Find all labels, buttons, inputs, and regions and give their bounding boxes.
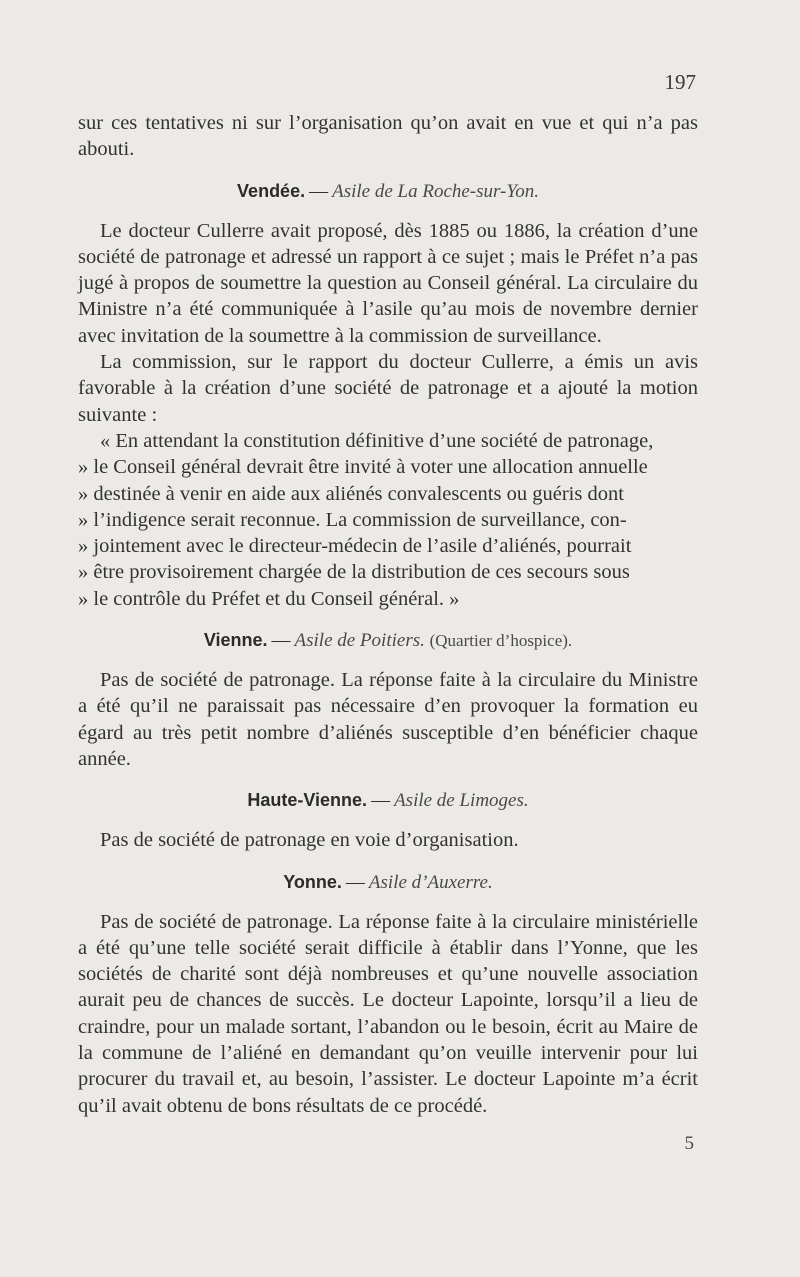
paragraph-continuation: sur ces tentatives ni sur l’organisation qu’on avait en vue et qui n’a pas abouti. [78, 112, 698, 161]
paragraph: Pas de société de patronage. La réponse faite à la circulaire du Ministre a été qu’il ne paraissait pas nécessaire d’en provoquer la formation eu égard au très petit nombre d’aliénés susceptible d’en bénéficier chaque année. [78, 669, 698, 770]
quoted-motion [78, 428, 698, 612]
body-text [78, 110, 698, 1119]
asylum-note: (Quartier d’hospice). [429, 631, 573, 651]
quote-line: » l’indigence serait reconnue. La commission de surveillance, con- [78, 508, 627, 531]
paragraph: Pas de société de patronage en voie d’organisation. [100, 829, 519, 852]
heading-dash: — [271, 630, 291, 652]
asylum-name: Asile de La Roche-sur-Yon. [332, 180, 539, 202]
department-name: Vendée. [237, 180, 306, 201]
section-heading-vendee [78, 179, 698, 204]
quote-line: » le Conseil général devrait être invité à voter une allocation annuelle [78, 456, 648, 479]
asylum-name: Asile de Poitiers. [294, 630, 425, 652]
asylum-name: Asile d’Auxerre. [368, 871, 493, 893]
quote-line: » jointement avec le directeur-médecin de l’asile d’aliénés, pourrait [78, 535, 632, 558]
department-name: Haute-Vienne. [247, 790, 368, 811]
section-heading-vienne [78, 628, 698, 653]
section-heading-haute-vienne [78, 788, 698, 813]
department-name: Vienne. [203, 630, 268, 651]
department-name: Yonne. [283, 871, 342, 892]
quote-line: » destinée à venir en aide aux aliénés convalescents ou guéris dont [78, 482, 624, 505]
section-heading-yonne [78, 870, 698, 895]
quote-line: » le contrôle du Préfet et du Conseil général. » [78, 587, 460, 610]
paragraph: Pas de société de patronage. La réponse faite à la circulaire ministérielle a été qu’une telle société serait difficile à établir dans l’Yonne, que les sociétés de charité sont déjà nombreuses et qu’une nouvelle association aurait peu de chances de succès. Le docteur Lapointe, lorsqu’il a lieu de craindre, pour un malade sortant, l’abandon ou le besoin, écrit au Maire de la commune de l’aliéné en demandant qu’on veuille intervenir pour lui procurer du travail et, au besoin, l’assister. Le docteur Lapointe m’a écrit qu’il avait obtenu de bons résultats de ce procédé. [78, 910, 698, 1117]
heading-dash: — [309, 180, 329, 202]
heading-dash: — [345, 871, 365, 893]
paragraph: La commission, sur le rapport du docteur Cullerre, a émis un avis favorable à la création d’une société de patronage et a ajouté la motion suivante : [78, 351, 698, 426]
page-number: 197 [664, 70, 696, 94]
heading-dash: — [371, 790, 391, 812]
paragraph: Le docteur Cullerre avait proposé, dès 1885 ou 1886, la création d’une société de patronage et adressé un rapport à ce sujet ; mais le Préfet n’a pas jugé à propos de soumettre la question au Conseil général. La circulaire du Ministre n’a été communiquée à l’asile qu’au mois de novembre dernier avec invitation de la soumettre à la commission de surveillance. [78, 219, 698, 347]
quote-line: » être provisoirement chargée de la distribution de ces secours sous [78, 561, 630, 584]
quote-line: « En attendant la constitution définitive d’une société de patronage, [100, 429, 654, 452]
signature-mark: 5 [684, 1133, 694, 1154]
asylum-name: Asile de Limoges. [394, 790, 529, 812]
